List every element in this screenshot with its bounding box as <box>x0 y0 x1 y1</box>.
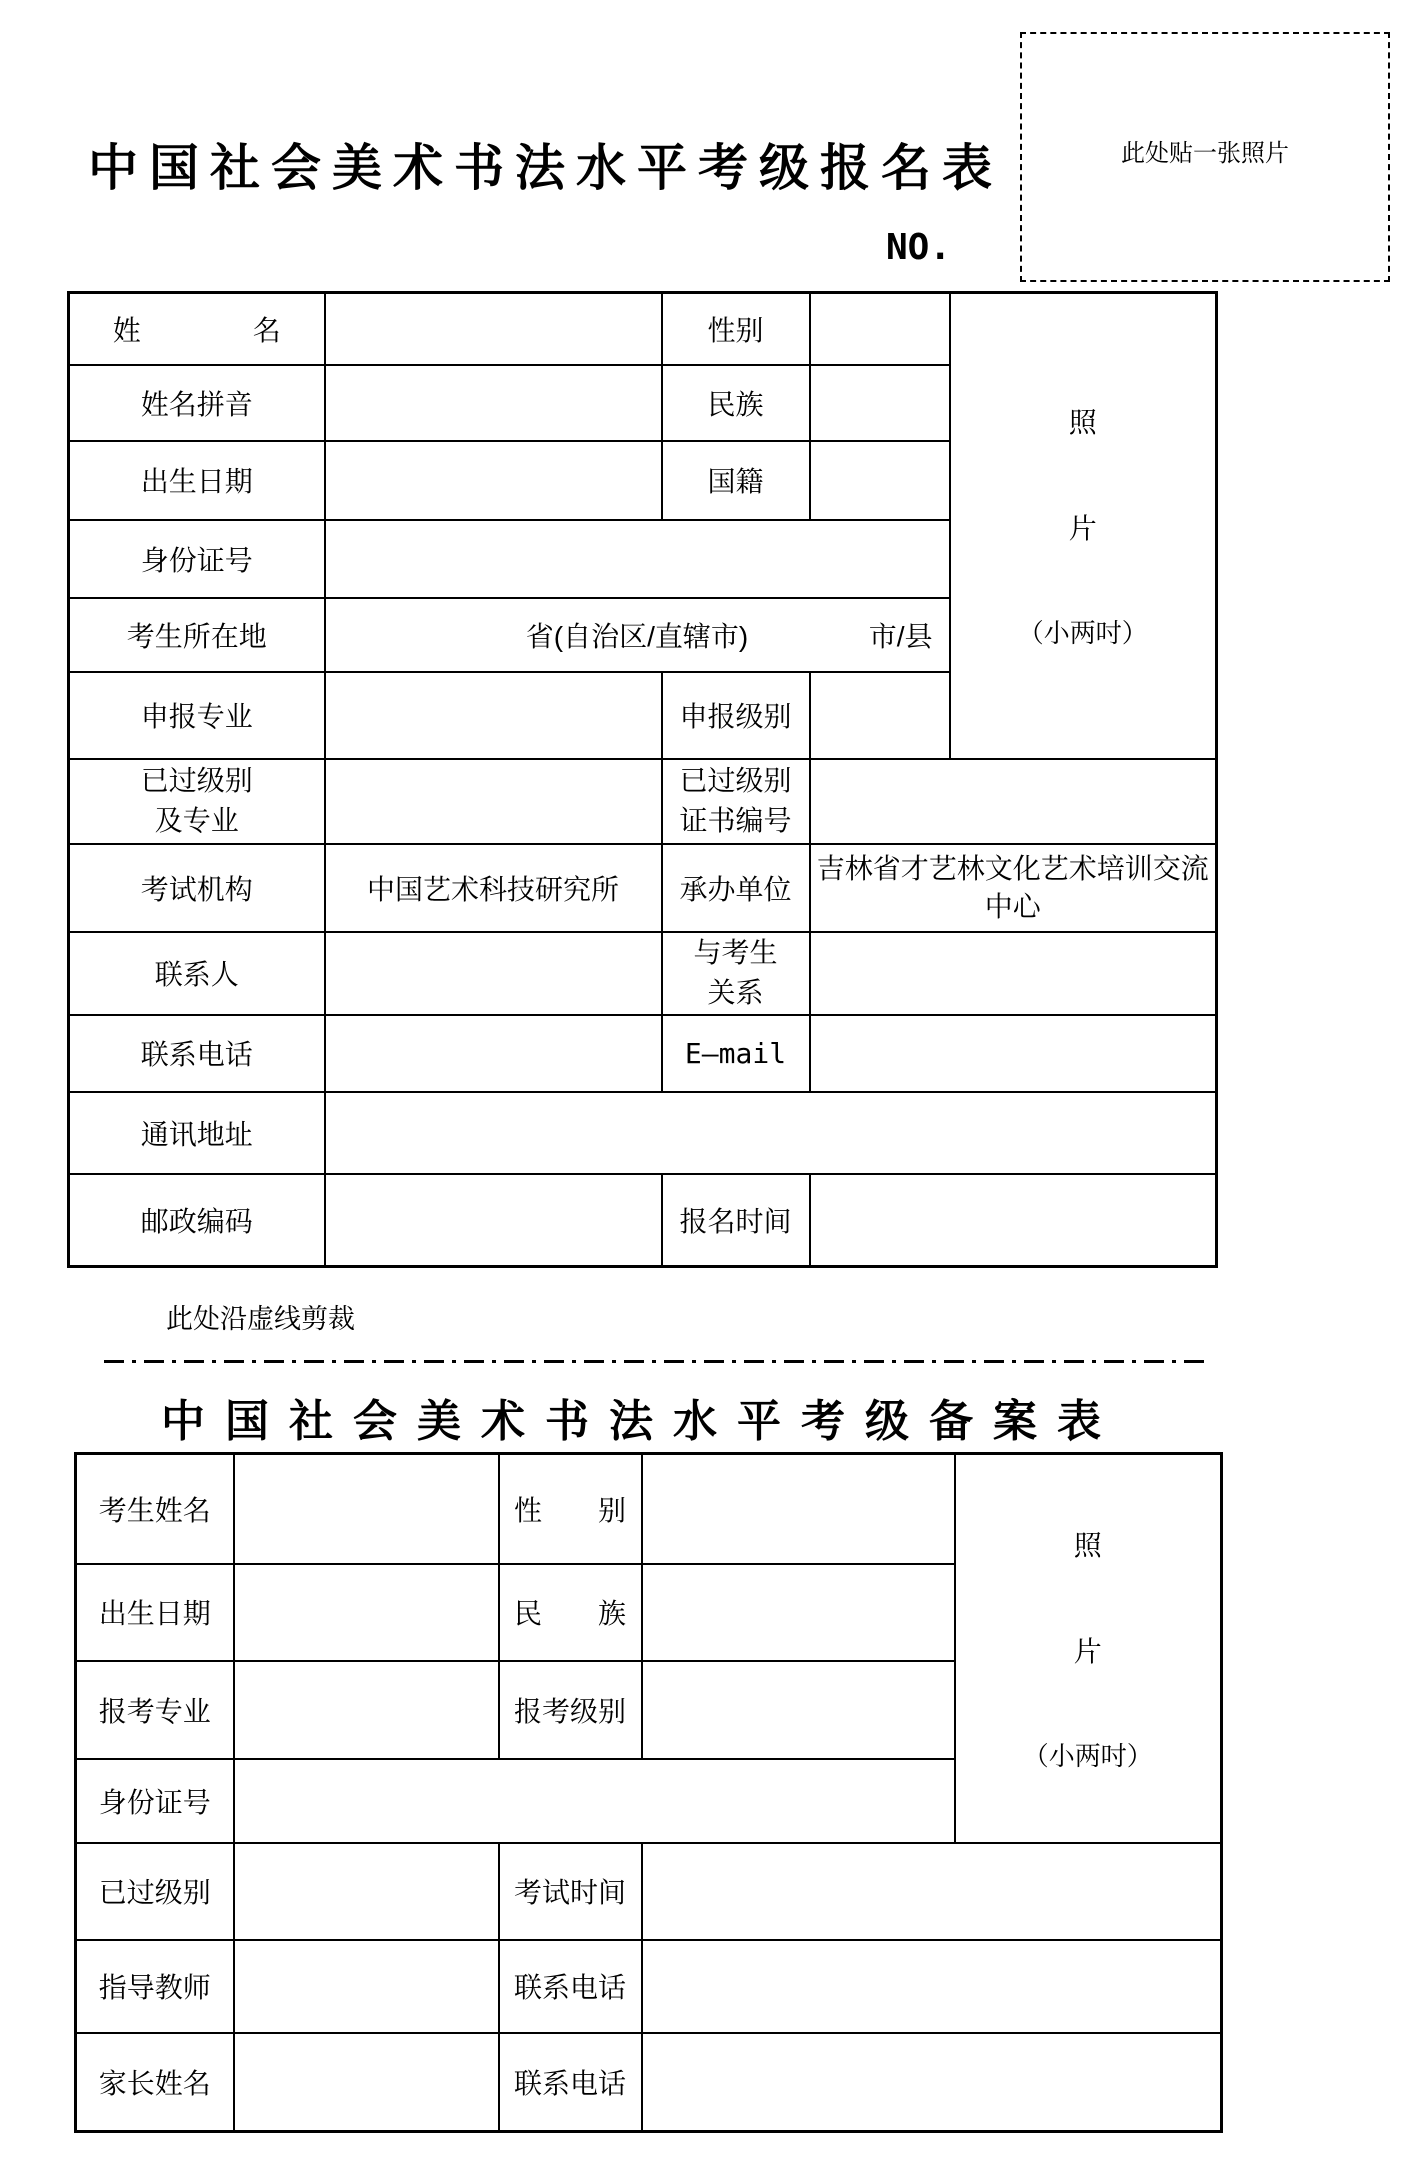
f1-org-value: 中国艺术科技研究所 <box>325 844 662 932</box>
f1-undertaker-value <box>810 844 1217 932</box>
f1-email-label: E—mail <box>662 1015 810 1092</box>
f1-level-value-cell[interactable] <box>810 672 950 759</box>
f2-examtime-value-cell[interactable] <box>642 1843 1222 1940</box>
f1-regtime-value-cell[interactable] <box>810 1174 1217 1267</box>
f1-relation-value-cell[interactable] <box>810 932 1217 1015</box>
f1-relation-label <box>662 932 810 1015</box>
f1-passed-label-line1: 已过级别 <box>140 765 253 797</box>
photo-paste-note: 此处贴一张照片 <box>1121 139 1289 167</box>
f1-id-value-cell[interactable] <box>325 520 950 598</box>
f2-teacher-phone-label: 联系电话 <box>499 1940 642 2033</box>
f2-photo-area[interactable] <box>955 1454 1222 1843</box>
f2-examtime-label: 考试时间 <box>499 1843 642 1940</box>
f1-contact-value-cell[interactable] <box>325 932 662 1015</box>
f1-relation-label-line2: 关系 <box>707 977 764 1008</box>
f2-gender-label: 性 别 <box>499 1454 642 1564</box>
f2-birth-label: 出生日期 <box>76 1564 234 1661</box>
registration-table <box>67 291 1218 1268</box>
f2-parent-label: 家长姓名 <box>76 2033 234 2132</box>
f2-parent-phone-value-cell[interactable] <box>642 2033 1222 2132</box>
f1-gender-label: 性别 <box>662 293 810 365</box>
f1-region-value-cell[interactable] <box>325 598 950 672</box>
f1-contact-label: 联系人 <box>69 932 325 1015</box>
f1-postal-value-cell[interactable] <box>325 1174 662 1267</box>
f1-photo-char2: 片 <box>1068 513 1097 545</box>
f2-level-value-cell[interactable] <box>642 1661 955 1759</box>
cut-along-line-note: 此处沿虚线剪裁 <box>166 1304 355 1334</box>
form1-title: 中国社会美术书法水平考级报名表 <box>88 140 1003 196</box>
f1-phone-value-cell[interactable] <box>325 1015 662 1092</box>
f1-id-label: 身份证号 <box>69 520 325 598</box>
f2-level-label: 报考级别 <box>499 1661 642 1759</box>
f1-name-value-cell[interactable] <box>325 293 662 365</box>
f1-address-value-cell[interactable] <box>325 1092 1217 1174</box>
f1-phone-label: 联系电话 <box>69 1015 325 1092</box>
f1-relation-label-line1: 与考生 <box>693 937 778 969</box>
f1-passed-value-cell[interactable] <box>325 759 662 844</box>
f2-birth-value-cell[interactable] <box>234 1564 499 1661</box>
f2-name-label: 考生姓名 <box>76 1454 234 1564</box>
f2-parent-value-cell[interactable] <box>234 2033 499 2132</box>
f2-teacher-value-cell[interactable] <box>234 1940 499 2033</box>
f1-birth-label: 出生日期 <box>69 441 325 520</box>
f2-photo-char1: 照 <box>1073 1529 1102 1561</box>
f1-ethnic-value-cell[interactable] <box>810 365 950 441</box>
dash-dot-cut-line <box>104 1360 1208 1363</box>
f2-gender-value-cell[interactable] <box>642 1454 955 1564</box>
f2-passed-label: 已过级别 <box>76 1843 234 1940</box>
f2-ethnic-label: 民 族 <box>499 1564 642 1661</box>
f2-photo-char2: 片 <box>1073 1635 1102 1667</box>
f2-teacher-label: 指导教师 <box>76 1940 234 2033</box>
f1-email-value-cell[interactable] <box>810 1015 1217 1092</box>
f1-name-label: 姓 名 <box>69 293 325 365</box>
f1-region-city-hint: 市/县 <box>868 620 933 652</box>
f2-name-value-cell[interactable] <box>234 1454 499 1564</box>
f1-cert-label-line2: 证书编号 <box>679 805 792 836</box>
f1-gender-value-cell[interactable] <box>810 293 950 365</box>
f1-birth-value-cell[interactable] <box>325 441 662 520</box>
f1-nationality-value-cell[interactable] <box>810 441 950 520</box>
form2-title: 中国社会美术书法水平考级备案表 <box>161 1397 1121 1446</box>
f2-parent-phone-label: 联系电话 <box>499 2033 642 2132</box>
f1-undertaker-label: 承办单位 <box>662 844 810 932</box>
f1-passed-label-line2: 及专业 <box>154 805 239 836</box>
f1-org-label: 考试机构 <box>69 844 325 932</box>
f1-cert-label-line1: 已过级别 <box>679 765 792 797</box>
f1-postal-label: 邮政编码 <box>69 1174 325 1267</box>
f1-photo-area[interactable] <box>950 293 1217 759</box>
f1-level-label: 申报级别 <box>662 672 810 759</box>
f2-major-value-cell[interactable] <box>234 1661 499 1759</box>
f2-major-label: 报考专业 <box>76 1661 234 1759</box>
f1-cert-value-cell[interactable] <box>810 759 1217 844</box>
f1-undertaker-value-text: 吉林省才艺林文化艺术培训交流中心 <box>816 852 1209 922</box>
f1-region-province-hint: 省(自治区/直辖市) <box>525 620 749 652</box>
f2-passed-value-cell[interactable] <box>234 1843 499 1940</box>
f2-id-value-cell[interactable] <box>234 1759 955 1843</box>
f2-ethnic-value-cell[interactable] <box>642 1564 955 1661</box>
form1-no-label: NO. <box>886 227 952 268</box>
f1-address-label: 通讯地址 <box>69 1092 325 1174</box>
f1-major-label: 申报专业 <box>69 672 325 759</box>
photo-paste-box[interactable] <box>1020 32 1390 282</box>
f1-regtime-label: 报名时间 <box>662 1174 810 1267</box>
f1-pinyin-label: 姓名拼音 <box>69 365 325 441</box>
f1-pinyin-value-cell[interactable] <box>325 365 662 441</box>
f1-cert-label <box>662 759 810 844</box>
f1-nationality-label: 国籍 <box>662 441 810 520</box>
f2-photo-size-note: （小两吋） <box>1022 1740 1153 1771</box>
f1-region-label: 考生所在地 <box>69 598 325 672</box>
f1-photo-size-note: （小两吋） <box>1017 618 1148 649</box>
f1-photo-char1: 照 <box>1068 407 1097 439</box>
f2-id-label: 身份证号 <box>76 1759 234 1843</box>
f2-teacher-phone-value-cell[interactable] <box>642 1940 1222 2033</box>
f1-major-value-cell[interactable] <box>325 672 662 759</box>
f1-ethnic-label: 民族 <box>662 365 810 441</box>
f1-passed-label <box>69 759 325 844</box>
record-table <box>74 1452 1223 2133</box>
